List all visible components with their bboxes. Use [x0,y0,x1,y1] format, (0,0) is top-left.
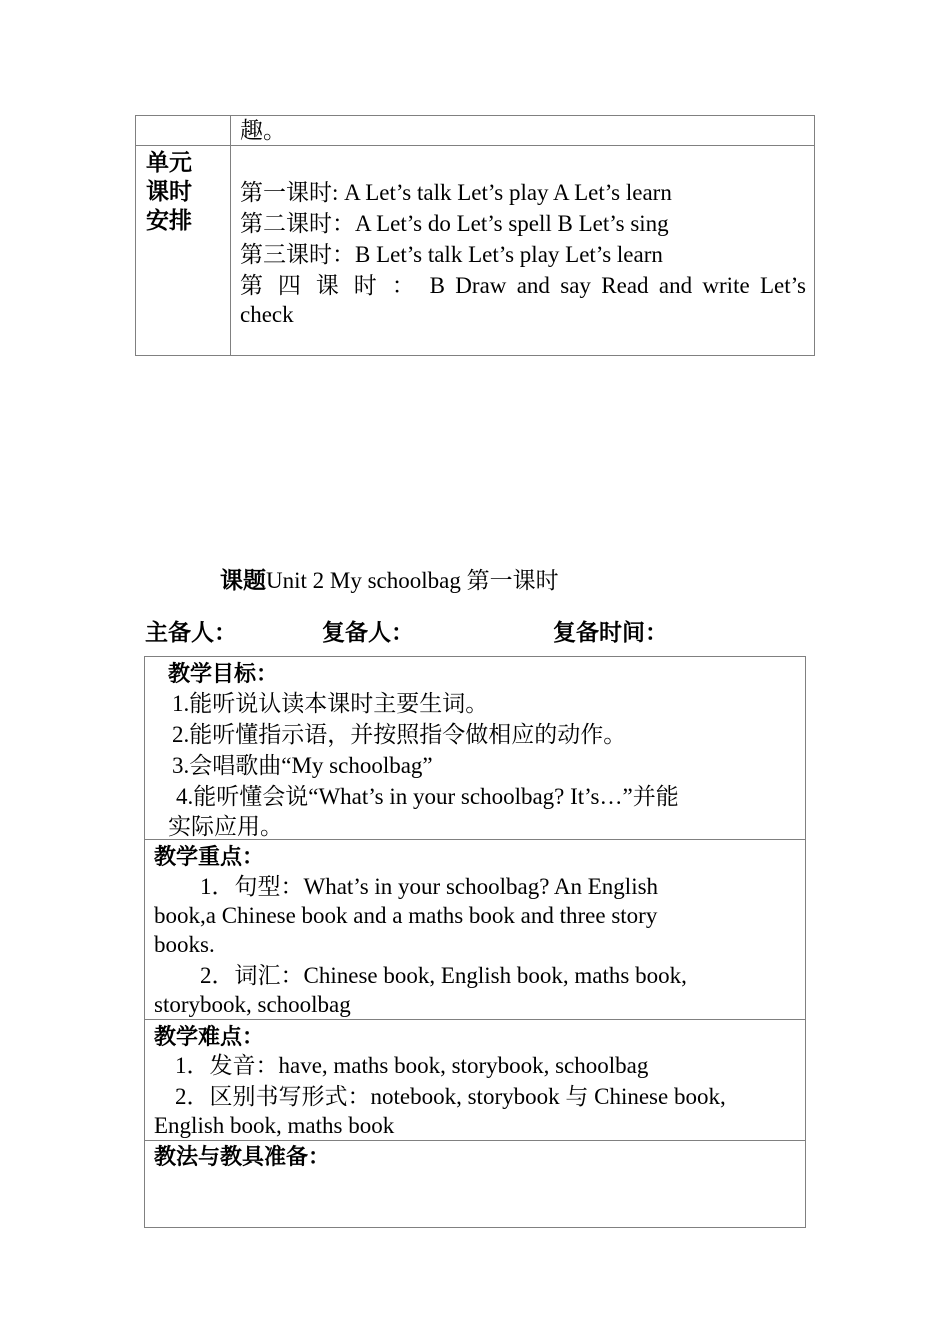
key-points-heading: 教学重点： [154,845,265,870]
key-point-line: storybook, schoolbag [154,992,351,1017]
difficulty-line: 1．发音：have, maths book, storybook, schoolbag [175,1053,649,1078]
label-line: 课时 [146,179,192,205]
lesson-1: 第一课时: A Let’s talk Let’s play A Let’s learn [240,180,672,205]
lesson-4-continued: check [240,302,294,327]
row-divider [145,1019,805,1020]
key-point-line: book,a Chinese book and a maths book and three story [154,903,658,928]
objective-item: 3.会唱歌曲“My schoolbag” [172,753,433,778]
column-divider [230,116,231,355]
lesson-plan-table [144,656,806,1228]
reviewer-label: 复备人： [322,620,414,646]
lesson-2: 第二课时：A Let’s do Let’s spell B Let’s sing [240,211,669,236]
title-text: Unit 2 My schoolbag 第一课时 [266,568,559,593]
objective-item: 4.能听懂会说“What’s in your schoolbag? It’s…”并能 [176,784,679,809]
key-point-line: 2．词汇：Chinese book, English book, maths book, [200,963,687,988]
row-divider [145,839,805,840]
preparer-label: 主备人： [145,620,237,646]
lesson-schedule [240,177,806,329]
objective-item: 实际应用。 [168,814,283,839]
row-divider [136,145,814,146]
row-divider [145,1140,805,1141]
label-line: 单元 [146,150,192,176]
schedule-table [135,115,815,356]
key-point-line: books. [154,932,215,957]
difficulty-line: English book, maths book [154,1113,395,1138]
title-prefix: 课题 [220,568,266,593]
lesson-title [220,566,559,596]
lesson-4: 第 四 课 时 ： B Draw and say Read and write Let’s [240,273,806,298]
lesson-3: 第三课时：B Let’s talk Let’s play Let’s learn [240,242,663,267]
objective-item: 1.能听说认读本课时主要生词。 [172,691,489,716]
continuation-text: 趣。 [240,118,286,143]
label-line: 安排 [146,208,192,234]
key-point-line: 1．句型：What’s in your schoolbag? An English [200,874,659,899]
difficulty-line: 2．区别书写形式：notebook, storybook 与 Chinese book, [175,1084,726,1109]
difficulties-heading: 教学难点： [154,1025,265,1050]
methods-heading: 教法与教具准备： [154,1145,331,1170]
review-time-label: 复备时间： [553,620,668,646]
objectives-heading: 教学目标： [168,662,279,687]
schedule-label [146,149,192,236]
objective-item: 2.能听懂指示语，并按照指令做相应的动作。 [172,722,627,747]
